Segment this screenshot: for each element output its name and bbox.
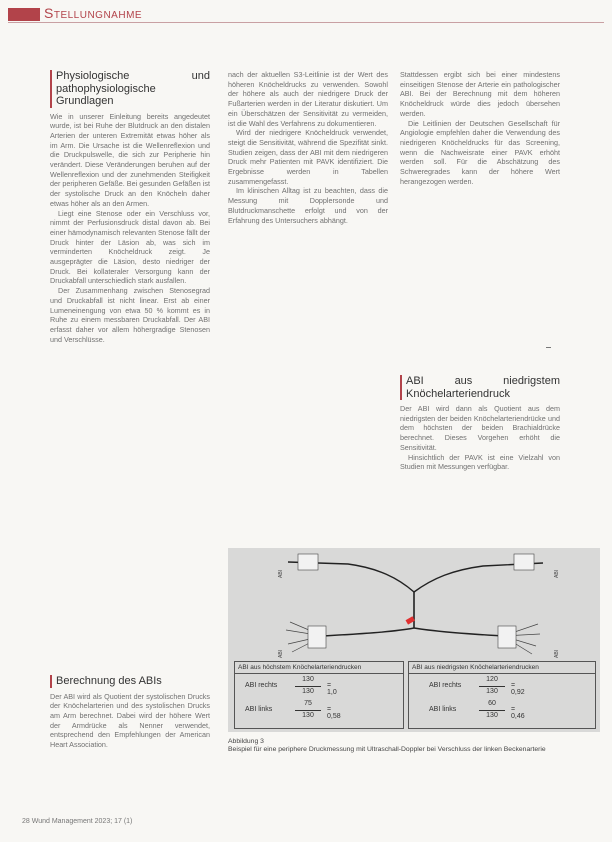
column-2	[228, 70, 388, 225]
heading-physiology: Physiologische und pathophysiologische Grundlagen	[50, 70, 210, 108]
abi-right-row	[429, 676, 525, 696]
column-3	[400, 70, 560, 186]
cuff-arm-left	[298, 554, 318, 570]
page-footer: 28 Wund Management 2023; 17 (1)	[22, 818, 133, 825]
heading-abi-calculation: Berechnung des ABIs	[50, 675, 210, 688]
caption-label: Abbildung 3	[228, 738, 264, 745]
label-bottom-left: ABI	[278, 649, 284, 658]
abi-right-row	[245, 676, 337, 696]
paragraph: Der ABI wird als Quotient der systolischen Drucks der Knöchelarterien und des systolischen Drucks am Arm berechnet. Dabei wird der höhere Wert der Armdrücke als Nenner verwendet, entsprechend den Empfehlungen der American Heart Association.	[50, 691, 210, 750]
denominator: 130	[486, 712, 498, 719]
paragraph: Liegt eine Stenose oder ein Verschluss vor, nimmt der Perfusionsdruck distal davon ab. Bei einer hämodynamisch relevanten Stenose fällt der Druck hinter der Läsion ab, was sich im verminderten Knöcheldruck zeigt. Je ausgeprägter die Läsion, desto niedriger der Druck. Bei kollateraler Versorgung kann der Druckabfall unterschiedlich stark ausfallen.	[50, 208, 210, 286]
numerator: 120	[486, 676, 498, 683]
abi-box-highest	[234, 661, 404, 729]
paragraph: nach der aktuellen S3-Leitlinie ist der Wert des höheren Knöcheldrucks zu verwenden. Sowohl der höhere als auch der niedrigere Druck der Fußarterien werden in der Literatur diskutiert. Um ein Überschätzen der Sensitivität zu vermeiden, ist die Wahl des Verfahrens zu dokumentieren.	[228, 70, 388, 128]
label-top-right: ABI	[554, 569, 560, 578]
box-title: ABI aus höchstem Knöchelarteriendrucken	[235, 662, 403, 674]
fraction-bar	[479, 710, 505, 711]
column-1-lower	[50, 675, 210, 750]
heading-lowest-ankle: ABI aus niedrigstem Knöchelarteriendruck	[400, 375, 560, 400]
denominator: 130	[302, 712, 314, 719]
vessel-left-leg	[323, 628, 414, 636]
section-title: Stellungnahme	[44, 5, 143, 21]
section-marker	[8, 8, 40, 21]
cuff-arm-right	[514, 554, 534, 570]
header-rule	[8, 22, 604, 23]
denominator: 130	[486, 688, 498, 695]
fraction-bar	[479, 686, 505, 687]
paragraph: Stattdessen ergibt sich bei einer mindestens einseitigen Stenose der Arterie ein pathologischer ABI. Bei der Berechnung mit dem höheren Knöcheldruck würde dies jedoch übersehen werden.	[400, 70, 560, 118]
paragraph: Die Leitlinien der Deutschen Gesellschaft für Angiologie empfehlen daher die Verwendung des niedrigeren Knöcheldrucks für das Screening, wenn die Nachweisrate einer PAVK erhöht werden soll. Für die Abschätzung des Schweregrades kann der höhere Wert herangezogen werden.	[400, 118, 560, 186]
fraction-bar	[295, 686, 321, 687]
box-title: ABI aus niedrigsten Knöchelarteriendrucken	[409, 662, 595, 674]
row-label: ABI links	[245, 706, 273, 713]
denominator: 130	[302, 688, 314, 695]
paragraph: Hinsichtlich der PAVK ist eine Vielzahl von Studien mit Messungen verfügbar.	[400, 452, 560, 472]
divider-dash	[546, 347, 551, 348]
paragraph: Der ABI wird dann als Quotient aus dem niedrigsten der beiden Knöchelarteriendrücke und dem höchsten der beiden Brachialdrücke berechnet. Dieses Vorgehen erhöht die Sensitivität.	[400, 404, 560, 452]
numerator: 75	[304, 700, 312, 707]
result: = 1,0	[327, 682, 337, 696]
row-label: ABI rechts	[429, 682, 462, 689]
row-label: ABI rechts	[245, 682, 278, 689]
result: = 0,46	[511, 706, 525, 720]
numerator: 130	[302, 676, 314, 683]
paragraph: Im klinischen Alltag ist zu beachten, dass die Messung mit Dopplersonde und Blutdruckmanschette erfolgt und von der Erfahrung des Untersuchers abhängt.	[228, 186, 388, 225]
figure-abi-measurement	[228, 548, 600, 732]
numerator: 60	[488, 700, 496, 707]
label-top-left: ABI	[278, 569, 284, 578]
vessel-right-leg	[414, 628, 503, 636]
abi-box-lowest	[408, 661, 596, 729]
column-3-lower	[400, 375, 560, 472]
cuff-leg-right	[498, 626, 516, 648]
column-1	[50, 70, 210, 344]
cuff-leg-left	[308, 626, 326, 648]
result: = 0,58	[327, 706, 341, 720]
caption-text: Beispiel für eine periphere Druckmessung mit Ultraschall-Doppler bei Verschluss der linken Beckenarterie	[228, 746, 546, 754]
paragraph: Wird der niedrigere Knöcheldruck verwendet, steigt die Sensitivität, während die Spezifität sinkt. Studien zeigen, dass der ABI mit dem niedrigeren Druck mehr Patienten mit PAVK identifiziert. Die Ergebnisse werden in Tabellen zusammengefasst.	[228, 128, 388, 186]
fraction-bar	[295, 710, 321, 711]
result: = 0,92	[511, 682, 525, 696]
label-bottom-right: ABI	[554, 649, 560, 658]
abi-left-row	[245, 700, 341, 720]
abi-left-row	[429, 700, 525, 720]
paragraph: Wie in unserer Einleitung bereits angedeutet wurde, ist bei Ruhe der Blutdruck an den distalen Arterien der unteren Extremität etwas höher als im Arm. Die Ursache ist die Wellenreflexion und die Druckpulswelle, die sich zur Peripherie hin verändert. Diese Veränderungen beruhen auf der Wellenreflexion und der zunehmenden Steifigkeit der peripheren Gefäße. Bei gesunden Gefäßen ist der systolische Druck an den Knöcheln daher etwas höher als an den Armen.	[50, 111, 210, 208]
figure-caption	[228, 738, 600, 755]
row-label: ABI links	[429, 706, 457, 713]
paragraph: Der Zusammenhang zwischen Stenosegrad und Druckabfall ist nicht linear. Erst ab einer Lumeneinengung von etwa 50 % kommt es in Ruhe zu einem messbaren Druckabfall. Der ABI erfasst daher vor allem höhergradige Stenosen und Verschlüsse.	[50, 286, 210, 344]
